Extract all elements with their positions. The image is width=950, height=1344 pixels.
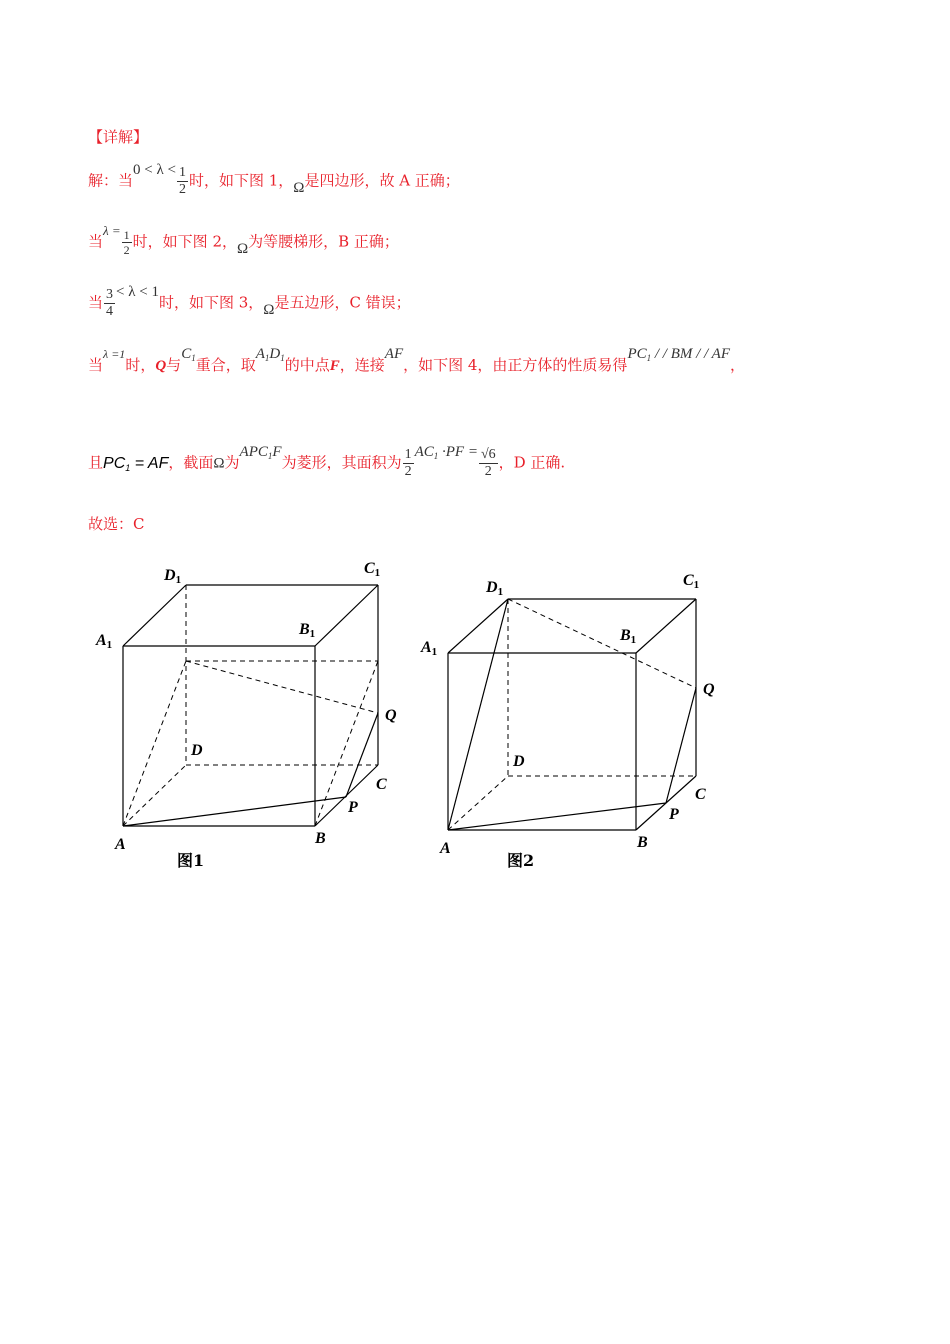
l5-F-main: F: [272, 443, 282, 460]
edge-P-Q: [666, 688, 696, 803]
edge-B1-C1: [636, 599, 696, 653]
fig2-label-D: D: [513, 753, 525, 770]
fig1-label-B: B: [315, 830, 326, 847]
l4-text-a: 当: [88, 356, 104, 374]
l1-math: 0 < λ <: [133, 161, 176, 178]
l2-omega: Ω: [236, 240, 249, 257]
fig1-label-A: A: [115, 836, 126, 853]
l5-AC-sub: 1: [433, 450, 439, 461]
l5-APC-main: APC: [239, 443, 268, 460]
hidden-A-D: [448, 776, 508, 830]
l5-eq: = AF: [130, 454, 169, 472]
l1-text-c: 是四边形，故 A 正确；: [304, 171, 460, 190]
l2-text-c: 为等腰梯形，B 正确；: [248, 232, 399, 251]
l5-PC-sub: 1: [125, 462, 131, 473]
fig1-label-A1: A1: [96, 632, 113, 651]
l1-frac-num: 1: [178, 165, 186, 180]
l5-frac2-den: 2: [484, 464, 492, 479]
l4-text-g: ，如下图 4，由正方体的性质易得: [403, 356, 628, 374]
l4-AF: AF: [384, 346, 404, 362]
l3-text-a: 当: [88, 293, 104, 312]
l5-frac1-den: 2: [404, 464, 412, 479]
l3-math: < λ < 1: [116, 283, 159, 300]
l2-frac-den: 2: [123, 243, 130, 257]
l4-C1-sub: 1: [191, 353, 196, 363]
l4-PC-sub: 1: [646, 353, 652, 363]
fig2-label-Q: Q: [703, 681, 715, 698]
fig1-label-B1: B1: [299, 621, 316, 640]
edge-A-P: [448, 803, 666, 830]
l4-text-d: 重合，取: [195, 356, 256, 374]
edge-A-D1: [448, 599, 508, 830]
l5-omega: Ω: [213, 455, 225, 472]
answer-line: 故选：C: [88, 515, 145, 533]
fig2-label-B1: B1: [620, 627, 637, 646]
edge-A1-D1: [448, 599, 508, 653]
fig2-label-C: C: [695, 786, 706, 803]
hidden-D1-Q: [508, 599, 696, 688]
l5-text-e: ，D 正确.: [498, 453, 566, 472]
l3-frac-den: 4: [106, 304, 114, 319]
fig2-label-P: P: [669, 806, 679, 823]
l5-text-d: 为菱形，其面积为: [281, 453, 402, 472]
fig1-label-D: D: [191, 742, 203, 759]
fig1-label-C: C: [376, 776, 387, 793]
fig2-label-C1: C1: [683, 572, 700, 591]
l4-text-c: 与: [166, 356, 182, 374]
l5-expr2: ·PF =: [438, 443, 478, 460]
l5-text-a: 且: [88, 453, 104, 472]
solution-heading: 【详解】: [88, 128, 149, 146]
l1-text-a: 解：当: [88, 171, 134, 190]
l5-text-b: ，截面: [168, 453, 214, 472]
l4-Q: Q: [155, 358, 167, 374]
l3-omega: Ω: [263, 301, 275, 318]
l2-math: λ =: [103, 222, 121, 238]
l5-text-c: 为: [224, 453, 240, 472]
l5-frac1-num: 1: [404, 447, 412, 462]
fig2-label-A1: A1: [421, 639, 438, 658]
l4-A-sub: 1: [264, 353, 270, 363]
fig1-label-D1: D1: [164, 567, 182, 586]
l3-text-b: 时，如下图 3，: [158, 293, 264, 312]
l2-text-a: 当: [88, 232, 104, 251]
l3-text-c: 是五边形，C 错误；: [274, 293, 411, 312]
l4-rel: / / BM / / AF: [651, 346, 730, 362]
l2-frac-num: 1: [123, 228, 130, 242]
l1-omega: Ω: [293, 179, 305, 196]
l2-text-b: 时，如下图 2，: [132, 232, 237, 251]
l4-D-sub: 1: [280, 353, 285, 363]
fig1-label-Q: Q: [385, 707, 397, 724]
fig1-label-C1: C1: [364, 560, 381, 579]
l4-text-e: 的中点: [284, 356, 330, 374]
l1-frac-den: 2: [178, 182, 186, 197]
fig1-label-P: P: [348, 799, 358, 816]
l4-text-b: 时，: [125, 356, 156, 374]
l4-PC-main: PC: [627, 346, 647, 362]
figure-1-caption: 图1: [177, 851, 205, 870]
l3-frac-num: 3: [106, 287, 114, 302]
fig2-label-A: A: [440, 840, 451, 857]
l4-text-f: ，连接: [339, 356, 385, 374]
l1-text-b: 时，如下图 1，: [188, 171, 294, 190]
l5-AC-main: AC: [414, 443, 434, 460]
figure-2-cube: [448, 599, 696, 830]
l5-frac2-num: √6: [480, 447, 496, 462]
figure-2-hidden-edges: [448, 599, 696, 830]
l4-math: λ =1: [103, 347, 126, 361]
figure-2-caption: 图2: [507, 851, 535, 870]
l4-F: F: [329, 358, 340, 374]
l4-text-h: ，: [730, 356, 746, 374]
l4-C1-main: C: [181, 346, 192, 362]
l4-A-main: A: [255, 346, 265, 362]
l5-PC-main: PC: [103, 454, 126, 472]
fig2-label-D1: D1: [486, 579, 504, 598]
l5-APC-sub: 1: [267, 450, 273, 461]
l4-D-main: D: [269, 346, 281, 362]
figure-2-labels: [420, 572, 715, 857]
fig2-label-B: B: [637, 834, 648, 851]
